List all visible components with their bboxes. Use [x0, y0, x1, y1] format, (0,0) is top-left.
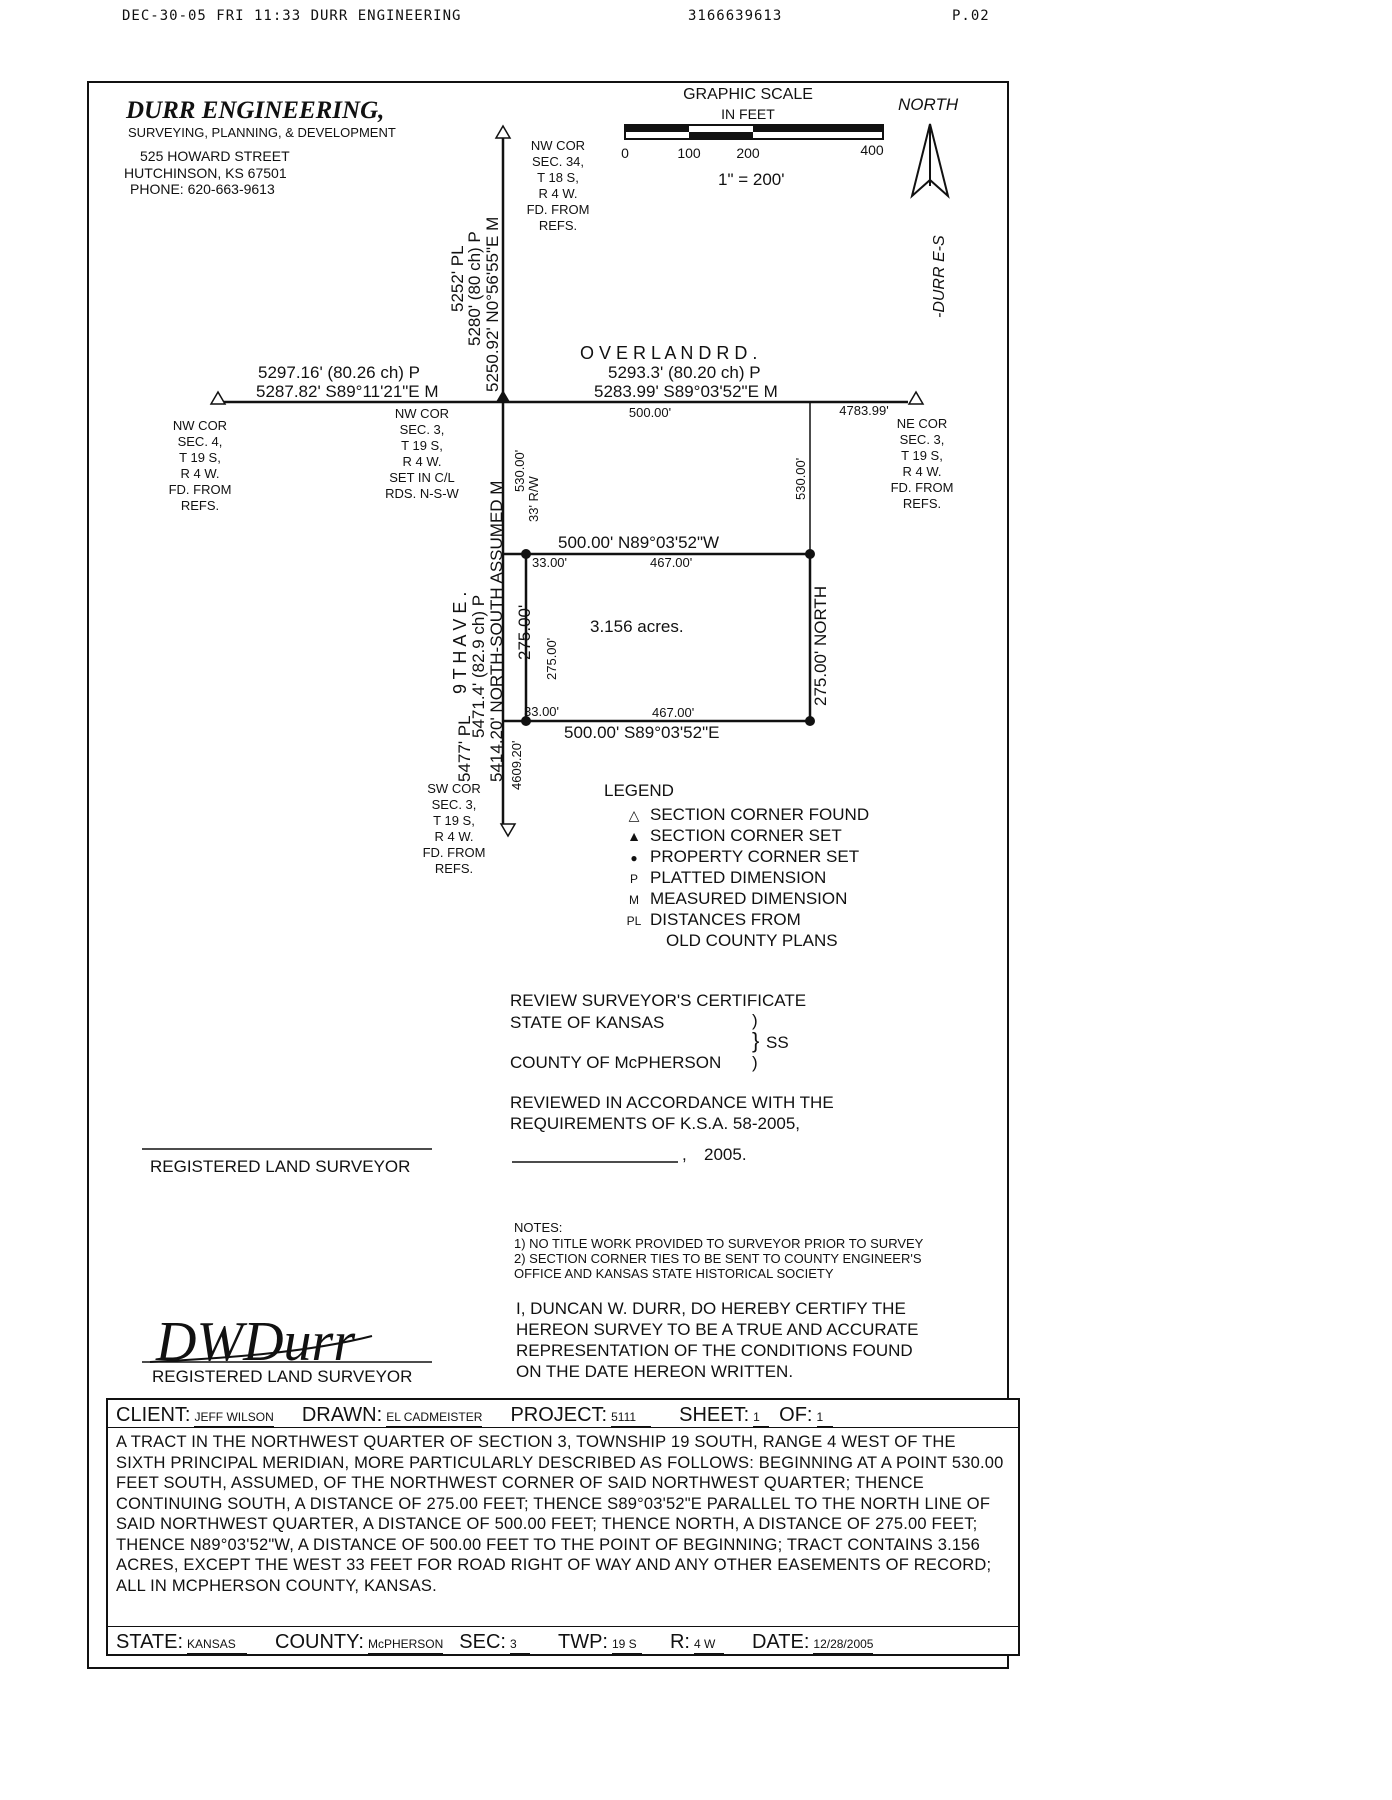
svg-text:P: P	[629, 872, 639, 886]
scale-tick-400: 400	[860, 142, 884, 158]
dim-west-measured: 5287.82' S89°11'21"E M	[256, 382, 439, 401]
dim-north-p: 5280' (80 ch) P	[465, 231, 484, 346]
svg-text:FD. FROM: FD. FROM	[168, 482, 232, 497]
notes	[514, 1220, 924, 1281]
sec-key: SEC:	[459, 1631, 506, 1653]
svg-text:REFS.: REFS.	[434, 861, 474, 876]
north-label: NORTH	[898, 95, 959, 114]
legend-sym-found-icon: △	[628, 807, 640, 823]
corner-sw-sec3-label	[423, 781, 486, 876]
svg-text:DWDurr: DWDurr	[156, 1311, 356, 1373]
scale-tick-200: 200	[736, 145, 760, 161]
svg-text:REPRESENTATION OF THE CONDITIO: REPRESENTATION OF THE CONDITIONS FOUND	[516, 1341, 913, 1360]
svg-text:HEREON SURVEY TO BE A TRUE AND: HEREON SURVEY TO BE A TRUE AND ACCURATE	[516, 1320, 919, 1339]
dim-tract-north-467: 467.00'	[650, 555, 693, 570]
svg-text:,: ,	[682, 1145, 687, 1164]
dim-west-platted: 5297.16' (80.26 ch) P	[258, 363, 421, 382]
svg-text:COUNTY OF McPHERSON: COUNTY OF McPHERSON	[510, 1053, 722, 1072]
dim-east-platted: 5293.3' (80.20 ch) P	[608, 363, 761, 382]
corner-nw-sec4-label	[169, 418, 232, 513]
property-corner-se-icon	[805, 716, 815, 726]
svg-text:REVIEWED IN ACCORDANCE WITH TH: REVIEWED IN ACCORDANCE WITH THE	[510, 1093, 834, 1112]
surveyor-signature	[142, 1311, 432, 1373]
svg-text:FD. FROM: FD. FROM	[890, 480, 954, 495]
svg-text:SEC. 3,: SEC. 3,	[399, 422, 445, 437]
svg-text:R 4 W.: R 4 W.	[902, 464, 942, 479]
svg-text:SECTION CORNER SET: SECTION CORNER SET	[650, 826, 842, 845]
svg-text:1) NO TITLE WORK PROVIDED TO S: 1) NO TITLE WORK PROVIDED TO SURVEYOR PRIOR TO SURVEY	[514, 1236, 924, 1251]
corner-nw-sec34-label	[527, 138, 590, 233]
sheet-value: 1	[753, 1410, 769, 1427]
svg-text:REFS.: REFS.	[902, 496, 942, 511]
dim-530-right: 530.00'	[793, 457, 808, 500]
svg-text:OFFICE AND KANSAS STATE HISTOR: OFFICE AND KANSAS STATE HISTORICAL SOCIETY	[514, 1266, 834, 1281]
dim-4783: 4783.99'	[839, 403, 889, 418]
svg-text:NOTES:: NOTES:	[514, 1220, 563, 1235]
dim-north-pl: 5252' PL	[448, 245, 467, 312]
svg-text:PROPERTY CORNER SET: PROPERTY CORNER SET	[650, 847, 860, 866]
svg-text:SS: SS	[766, 1033, 789, 1052]
dim-south-m: 5414.20' NORTH-SOUTH ASSUMED M	[487, 480, 506, 782]
surveyor-label-1: REGISTERED LAND SURVEYOR	[150, 1157, 411, 1176]
svg-text:T 19 S,: T 19 S,	[901, 448, 943, 463]
svg-text:NE COR: NE COR	[896, 416, 948, 431]
svg-text:SEC. 34,: SEC. 34,	[531, 154, 585, 169]
svg-text:I, DUNCAN W. DURR, DO HEREBY C: I, DUNCAN W. DURR, DO HEREBY CERTIFY THE	[516, 1299, 906, 1318]
svg-text:M: M	[629, 893, 639, 907]
north-arrow-icon	[898, 95, 959, 318]
sec-value: 3	[510, 1637, 530, 1654]
svg-text:T 19 S,: T 19 S,	[401, 438, 443, 453]
title-block-footer	[108, 1626, 1018, 1654]
twp-key: TWP:	[557, 1631, 608, 1653]
dim-row: 33' R/W	[526, 476, 541, 522]
project-key: PROJECT:	[510, 1404, 608, 1426]
firm-name: DURR ENGINEERING,	[126, 97, 385, 124]
client-value: JEFF WILSON	[194, 1410, 273, 1427]
svg-text:SW COR: SW COR	[427, 781, 481, 796]
svg-text:R 4 W.: R 4 W.	[538, 186, 578, 201]
svg-text:SEC. 3,: SEC. 3,	[899, 432, 945, 447]
review-certificate	[510, 991, 834, 1164]
tract-acres: 3.156 acres.	[590, 617, 684, 636]
county-key: COUNTY:	[275, 1631, 364, 1653]
svg-text:REFS.: REFS.	[180, 498, 220, 513]
svg-text:NW COR: NW COR	[172, 418, 228, 433]
svg-text:T 18 S,: T 18 S,	[537, 170, 579, 185]
project-value: 5111	[611, 1410, 651, 1427]
firm-phone: PHONE: 620-663-9613	[130, 181, 275, 197]
dim-tract-east: 275.00' NORTH	[811, 585, 830, 706]
dim-tract-west-outer: 275.00'	[515, 604, 534, 660]
surveyor-label-2: REGISTERED LAND SURVEYOR	[152, 1367, 413, 1386]
svg-text:NW COR: NW COR	[394, 406, 450, 421]
fax-header-left: DEC-30-05 FRI 11:33 DURR ENGINEERING	[122, 8, 462, 24]
dim-tract-north: 500.00' N89°03'52"W	[558, 533, 720, 552]
property-corner-ne-icon	[805, 549, 815, 559]
fax-header-page: P.02	[952, 8, 990, 24]
certification	[516, 1299, 918, 1381]
svg-text:PL: PL	[626, 914, 642, 928]
scale-units: IN FEET	[721, 106, 775, 122]
firm-city: HUTCHINSON, KS 67501	[124, 165, 287, 181]
svg-text:DISTANCES FROM: DISTANCES FROM	[650, 910, 801, 929]
firm-tagline: SURVEYING, PLANNING, & DEVELOPMENT	[128, 125, 396, 140]
scale-ratio: 1" = 200'	[718, 170, 785, 189]
title-block	[106, 1398, 1020, 1656]
drawn-key: DRAWN:	[301, 1404, 383, 1426]
svg-text:MEASURED DIMENSION: MEASURED DIMENSION	[650, 889, 848, 908]
north-basis: -DURR E-S	[931, 235, 948, 318]
dim-east-measured: 5283.99' S89°03'52"E M	[594, 382, 778, 401]
svg-text:STATE OF KANSAS: STATE OF KANSAS	[510, 1013, 665, 1032]
state-key: STATE:	[116, 1631, 184, 1653]
svg-text:T 19 S,: T 19 S,	[433, 813, 475, 828]
corner-found-nw-sec34-icon	[496, 126, 510, 138]
svg-text:2) SECTION CORNER TIES TO BE S: 2) SECTION CORNER TIES TO BE SENT TO COUNTY ENGINEER'S	[514, 1251, 922, 1266]
of-key: OF:	[779, 1404, 813, 1426]
state-value: KANSAS	[187, 1637, 247, 1654]
svg-text:R 4 W.: R 4 W.	[434, 829, 474, 844]
svg-text:}: }	[752, 1028, 760, 1053]
scale-tick-100: 100	[677, 145, 701, 161]
of-value: 1	[817, 1410, 833, 1427]
svg-text:SEC. 4,: SEC. 4,	[177, 434, 223, 449]
dim-south-pl: 5477' PL	[455, 715, 474, 782]
svg-text:R 4 W.: R 4 W.	[402, 454, 442, 469]
client-key: CLIENT:	[116, 1404, 191, 1426]
corner-nw-sec3-label	[385, 406, 459, 501]
dim-tract-south: 500.00' S89°03'52"E	[564, 723, 720, 742]
corner-found-nw-sec4-icon	[211, 392, 225, 404]
tract-boundary	[526, 554, 810, 721]
twp-value: 19 S	[612, 1637, 642, 1654]
range-key: R:	[669, 1631, 690, 1653]
corner-found-sw-sec3-icon	[501, 824, 515, 836]
svg-text:R 4 W.: R 4 W.	[180, 466, 220, 481]
svg-text:2005.: 2005.	[704, 1145, 747, 1164]
svg-text:): )	[752, 1011, 758, 1030]
dim-tract-west-inner: 275.00'	[544, 637, 559, 680]
corner-ne-sec3-label	[891, 416, 954, 511]
legend-sym-set-icon: ▲	[627, 828, 641, 844]
dim-530-left: 530.00'	[512, 449, 527, 492]
svg-text:T 19 S,: T 19 S,	[179, 450, 221, 465]
range-value: 4 W	[694, 1637, 724, 1654]
county-value: McPHERSON	[368, 1637, 443, 1654]
svg-text:FD. FROM: FD. FROM	[422, 845, 486, 860]
property-corner-nw-icon	[521, 549, 531, 559]
drawn-value: EL CADMEISTER	[386, 1410, 482, 1427]
dim-500-north: 500.00'	[628, 405, 672, 420]
graphic-scale	[621, 86, 884, 189]
svg-text:SECTION CORNER FOUND: SECTION CORNER FOUND	[650, 805, 870, 824]
dim-tract-north-33: 33.00'	[532, 555, 568, 570]
svg-text:PLATTED DIMENSION: PLATTED DIMENSION	[650, 868, 827, 887]
scale-tick-0: 0	[621, 145, 629, 161]
dim-4609: 4609.20'	[509, 740, 524, 790]
scale-title: GRAPHIC SCALE	[683, 86, 813, 103]
svg-text:NW COR: NW COR	[530, 138, 586, 153]
svg-text:): )	[752, 1053, 758, 1072]
fax-header-phone: 3166639613	[688, 8, 783, 24]
svg-text:ON THE DATE HEREON WRITTEN.: ON THE DATE HEREON WRITTEN.	[516, 1362, 794, 1381]
legend	[604, 781, 869, 950]
svg-text:FD. FROM: FD. FROM	[526, 202, 590, 217]
svg-text:OLD COUNTY PLANS: OLD COUNTY PLANS	[666, 931, 838, 950]
svg-text:RDS. N-S-W: RDS. N-S-W	[385, 486, 459, 501]
svg-text:SET IN C/L: SET IN C/L	[389, 470, 455, 485]
svg-text:REFS.: REFS.	[538, 218, 578, 233]
dim-north-m: 5250.92' N0°56'55"E M	[483, 216, 502, 392]
overland-rd-label: O V E R L A N D R D .	[580, 343, 758, 363]
legal-description: A TRACT IN THE NORTHWEST QUARTER OF SECTION 3, TOWNSHIP 19 SOUTH, RANGE 4 WEST OF THE SIXTH PRINCIPAL MERIDIAN, MORE PARTICULARLY DESCRIBED AS FOLLOWS: BEGINNING AT A POINT 530.00 FEET SOUTH, ASSUMED, OF THE NORTHWEST CORNER OF SAID NORTHWEST QUARTER; THENCE CONTINUING SOUTH, A DISTANCE OF 275.00 FEET; THENCE S89°03'52"E PARALLEL TO THE NORTH LINE OF SAID NORTHWEST QUARTER, A DISTANCE OF 500.00 FEET; THENCE NORTH, A DISTANCE OF 275.00 FEET; THENCE N89°03'52"W, A DISTANCE OF 500.00 FEET TO THE POINT OF BEGINNING; TRACT CONTAINS 3.156 ACRES, EXCEPT THE WEST 33 FEET FOR ROAD RIGHT OF WAY AND ANY OTHER EASEMENTS OF RECORD; ALL IN MCPHERSON COUNTY, KANSAS.	[116, 1433, 1004, 1595]
date-value: 12/28/2005	[813, 1637, 873, 1654]
legend-sym-property-icon: ●	[630, 851, 638, 865]
svg-text:SEC. 3,: SEC. 3,	[431, 797, 477, 812]
date-key: DATE:	[751, 1631, 810, 1653]
dim-tract-south-467: 467.00'	[652, 705, 695, 720]
svg-text:REQUIREMENTS OF K.S.A. 58-2005: REQUIREMENTS OF K.S.A. 58-2005,	[510, 1114, 801, 1133]
dim-south-p: 5471.4' (82.9 ch) P	[469, 594, 488, 738]
firm-street: 525 HOWARD STREET	[140, 148, 290, 164]
ninth-ave-label: 9 T H A V E .	[450, 591, 470, 694]
dim-tract-south-33: 33.00'	[524, 704, 560, 719]
legend-title: LEGEND	[604, 781, 674, 800]
title-block-header	[108, 1400, 1018, 1428]
svg-text:REVIEW SURVEYOR'S CERTIFICATE: REVIEW SURVEYOR'S CERTIFICATE	[510, 991, 807, 1010]
sheet-key: SHEET:	[679, 1404, 750, 1426]
corner-found-ne-sec3-icon	[909, 392, 923, 404]
